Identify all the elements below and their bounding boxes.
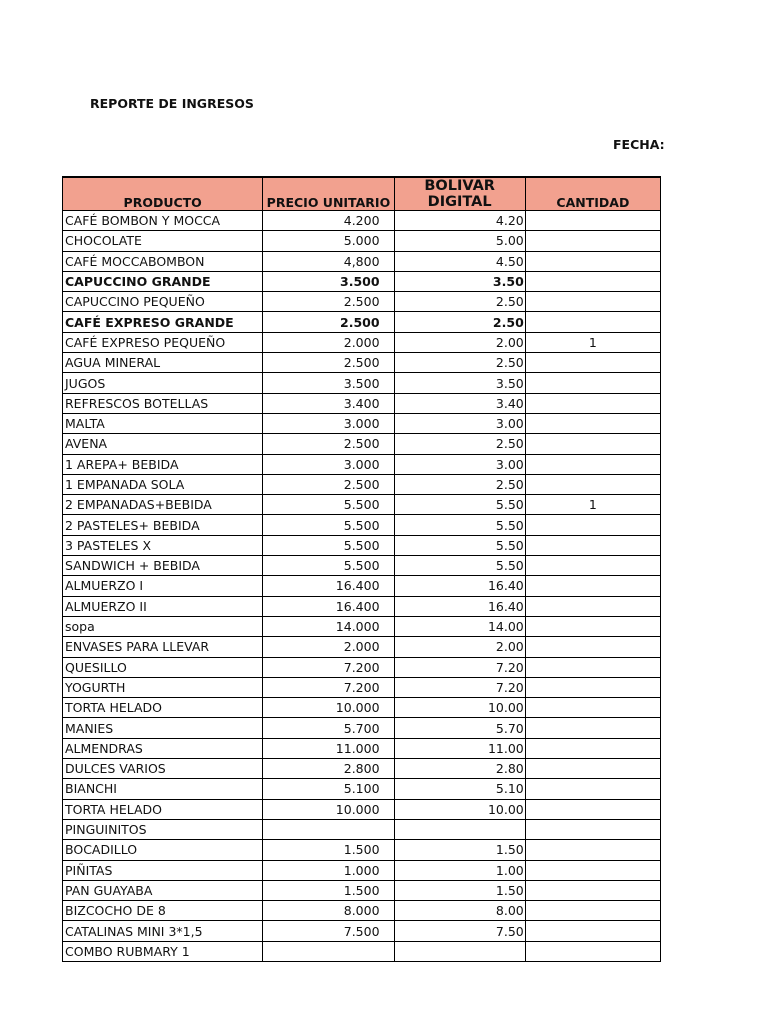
header-bolivar-digital: BOLIVAR DIGITAL: [394, 177, 525, 211]
cell-product: CATALINAS MINI 3*1,5: [63, 921, 263, 941]
table-row: [63, 921, 661, 941]
date-label: FECHA:: [613, 137, 665, 152]
cell-product: TORTA HELADO: [63, 698, 263, 718]
cell-unit-price: 7.200: [263, 677, 394, 697]
cell-quantity: [525, 454, 660, 474]
table-row: [63, 759, 661, 779]
cell-unit-price: 1.500: [263, 840, 394, 860]
table-row: [63, 637, 661, 657]
cell-quantity: [525, 718, 660, 738]
cell-unit-price: 2.500: [263, 312, 394, 332]
cell-bolivar-digital: 11.00: [394, 738, 525, 758]
cell-bolivar-digital: 1.50: [394, 840, 525, 860]
table-row: [63, 434, 661, 454]
cell-product: QUESILLO: [63, 657, 263, 677]
cell-bolivar-digital: 16.40: [394, 596, 525, 616]
cell-unit-price: 1.500: [263, 880, 394, 900]
table-row: [63, 941, 661, 961]
cell-bolivar-digital: 1.50: [394, 880, 525, 900]
cell-product: CAPUCCINO PEQUEÑO: [63, 292, 263, 312]
cell-product: AGUA MINERAL: [63, 353, 263, 373]
table-row: [63, 413, 661, 433]
cell-quantity: [525, 677, 660, 697]
cell-bolivar-digital: 8.00: [394, 901, 525, 921]
cell-quantity: [525, 515, 660, 535]
cell-bolivar-digital: 7.20: [394, 657, 525, 677]
cell-quantity: [525, 292, 660, 312]
cell-quantity: [525, 353, 660, 373]
cell-quantity: [525, 698, 660, 718]
cell-product: CAFÉ MOCCABOMBON: [63, 251, 263, 271]
cell-quantity: [525, 556, 660, 576]
cell-quantity: [525, 819, 660, 839]
cell-product: PINGUINITOS: [63, 819, 263, 839]
cell-bolivar-digital: 3.00: [394, 454, 525, 474]
cell-quantity: [525, 657, 660, 677]
table-row: [63, 616, 661, 636]
cell-product: 1 AREPA+ BEBIDA: [63, 454, 263, 474]
cell-quantity: 1: [525, 332, 660, 352]
cell-bolivar-digital: 7.50: [394, 921, 525, 941]
table-row: [63, 819, 661, 839]
cell-bolivar-digital: 2.50: [394, 353, 525, 373]
table-row: [63, 840, 661, 860]
cell-unit-price: [263, 941, 394, 961]
table-row: [63, 596, 661, 616]
cell-unit-price: 2.500: [263, 434, 394, 454]
table-row: [63, 901, 661, 921]
cell-unit-price: 16.400: [263, 596, 394, 616]
table-row: [63, 576, 661, 596]
cell-product: 2 PASTELES+ BEBIDA: [63, 515, 263, 535]
cell-bolivar-digital: 10.00: [394, 799, 525, 819]
cell-product: BIANCHI: [63, 779, 263, 799]
cell-unit-price: 2.500: [263, 292, 394, 312]
cell-quantity: [525, 941, 660, 961]
cell-quantity: [525, 373, 660, 393]
cell-quantity: [525, 779, 660, 799]
cell-product: DULCES VARIOS: [63, 759, 263, 779]
table-row: [63, 454, 661, 474]
cell-product: CAFÉ EXPRESO GRANDE: [63, 312, 263, 332]
cell-product: ENVASES PARA LLEVAR: [63, 637, 263, 657]
cell-bolivar-digital: 1.00: [394, 860, 525, 880]
cell-bolivar-digital: [394, 941, 525, 961]
cell-product: REFRESCOS BOTELLAS: [63, 393, 263, 413]
cell-bolivar-digital: 3.50: [394, 271, 525, 291]
cell-quantity: [525, 738, 660, 758]
cell-product: ALMUERZO II: [63, 596, 263, 616]
cell-unit-price: 5.500: [263, 556, 394, 576]
table-row: [63, 556, 661, 576]
table-row: [63, 312, 661, 332]
cell-product: PIÑITAS: [63, 860, 263, 880]
cell-unit-price: 5.700: [263, 718, 394, 738]
cell-product: sopa: [63, 616, 263, 636]
cell-product: PAN GUAYABA: [63, 880, 263, 900]
cell-bolivar-digital: 3.00: [394, 413, 525, 433]
cell-bolivar-digital: 5.10: [394, 779, 525, 799]
table-row: [63, 880, 661, 900]
table-row: [63, 799, 661, 819]
cell-product: TORTA HELADO: [63, 799, 263, 819]
cell-product: MALTA: [63, 413, 263, 433]
cell-unit-price: 7.200: [263, 657, 394, 677]
cell-quantity: [525, 840, 660, 860]
table-row: [63, 292, 661, 312]
cell-product: AVENA: [63, 434, 263, 454]
table-row: [63, 393, 661, 413]
cell-bolivar-digital: 3.40: [394, 393, 525, 413]
table-row: [63, 474, 661, 494]
cell-quantity: [525, 637, 660, 657]
cell-bolivar-digital: 2.80: [394, 759, 525, 779]
header-unit-price: PRECIO UNITARIO: [263, 177, 394, 211]
cell-product: YOGURTH: [63, 677, 263, 697]
cell-bolivar-digital: 16.40: [394, 576, 525, 596]
cell-unit-price: 3.400: [263, 393, 394, 413]
table-row: [63, 698, 661, 718]
cell-quantity: [525, 880, 660, 900]
cell-product: 1 EMPANADA SOLA: [63, 474, 263, 494]
cell-bolivar-digital: 4.50: [394, 251, 525, 271]
cell-quantity: [525, 474, 660, 494]
cell-unit-price: 3.000: [263, 413, 394, 433]
cell-unit-price: 5.500: [263, 515, 394, 535]
header-quantity: CANTIDAD: [525, 177, 660, 211]
table-row: [63, 860, 661, 880]
income-table: [62, 176, 661, 962]
cell-unit-price: 5.500: [263, 535, 394, 555]
cell-bolivar-digital: 2.50: [394, 434, 525, 454]
report-title: REPORTE DE INGRESOS: [90, 96, 254, 111]
cell-quantity: [525, 413, 660, 433]
cell-product: CAPUCCINO GRANDE: [63, 271, 263, 291]
cell-bolivar-digital: 7.20: [394, 677, 525, 697]
cell-unit-price: 2.800: [263, 759, 394, 779]
cell-bolivar-digital: 2.50: [394, 312, 525, 332]
table-row: [63, 495, 661, 515]
cell-unit-price: 3.500: [263, 271, 394, 291]
cell-product: SANDWICH + BEBIDA: [63, 556, 263, 576]
cell-unit-price: 5.100: [263, 779, 394, 799]
cell-bolivar-digital: 5.50: [394, 556, 525, 576]
cell-unit-price: 4.200: [263, 211, 394, 231]
cell-unit-price: 2.500: [263, 353, 394, 373]
table-row: [63, 677, 661, 697]
cell-unit-price: [263, 819, 394, 839]
cell-unit-price: 10.000: [263, 698, 394, 718]
cell-quantity: [525, 576, 660, 596]
cell-quantity: [525, 231, 660, 251]
cell-unit-price: 2.500: [263, 474, 394, 494]
cell-product: BOCADILLO: [63, 840, 263, 860]
cell-quantity: [525, 799, 660, 819]
cell-quantity: [525, 251, 660, 271]
table-row: [63, 779, 661, 799]
cell-quantity: [525, 596, 660, 616]
cell-bolivar-digital: 10.00: [394, 698, 525, 718]
cell-bolivar-digital: 3.50: [394, 373, 525, 393]
cell-product: ALMENDRAS: [63, 738, 263, 758]
cell-unit-price: 5.000: [263, 231, 394, 251]
cell-bolivar-digital: [394, 819, 525, 839]
cell-bolivar-digital: 5.70: [394, 718, 525, 738]
cell-quantity: [525, 616, 660, 636]
cell-quantity: [525, 312, 660, 332]
cell-unit-price: 3.500: [263, 373, 394, 393]
table-header-row: [63, 177, 661, 211]
cell-product: CAFÉ EXPRESO PEQUEÑO: [63, 332, 263, 352]
cell-unit-price: 1.000: [263, 860, 394, 880]
cell-product: CHOCOLATE: [63, 231, 263, 251]
table-row: [63, 657, 661, 677]
cell-unit-price: 5.500: [263, 495, 394, 515]
cell-product: CAFÉ BOMBON Y MOCCA: [63, 211, 263, 231]
cell-unit-price: 11.000: [263, 738, 394, 758]
cell-bolivar-digital: 2.50: [394, 474, 525, 494]
cell-unit-price: 7.500: [263, 921, 394, 941]
table-row: [63, 231, 661, 251]
cell-product: 2 EMPANADAS+BEBIDA: [63, 495, 263, 515]
table-row: [63, 535, 661, 555]
cell-quantity: [525, 535, 660, 555]
cell-bolivar-digital: 2.00: [394, 332, 525, 352]
table-row: [63, 738, 661, 758]
cell-quantity: [525, 271, 660, 291]
table-row: [63, 373, 661, 393]
cell-quantity: [525, 211, 660, 231]
cell-bolivar-digital: 5.50: [394, 495, 525, 515]
cell-product: COMBO RUBMARY 1: [63, 941, 263, 961]
cell-quantity: [525, 759, 660, 779]
cell-product: JUGOS: [63, 373, 263, 393]
cell-product: 3 PASTELES X: [63, 535, 263, 555]
table-row: [63, 251, 661, 271]
cell-bolivar-digital: 5.00: [394, 231, 525, 251]
cell-unit-price: 8.000: [263, 901, 394, 921]
cell-quantity: [525, 434, 660, 454]
cell-bolivar-digital: 14.00: [394, 616, 525, 636]
cell-product: ALMUERZO I: [63, 576, 263, 596]
cell-quantity: [525, 901, 660, 921]
cell-quantity: [525, 393, 660, 413]
cell-bolivar-digital: 5.50: [394, 535, 525, 555]
cell-unit-price: 3.000: [263, 454, 394, 474]
cell-bolivar-digital: 4.20: [394, 211, 525, 231]
table-row: [63, 211, 661, 231]
cell-bolivar-digital: 5.50: [394, 515, 525, 535]
cell-quantity: 1: [525, 495, 660, 515]
cell-bolivar-digital: 2.00: [394, 637, 525, 657]
cell-unit-price: 16.400: [263, 576, 394, 596]
table-row: [63, 515, 661, 535]
cell-unit-price: 14.000: [263, 616, 394, 636]
cell-quantity: [525, 921, 660, 941]
cell-product: BIZCOCHO DE 8: [63, 901, 263, 921]
table-row: [63, 718, 661, 738]
cell-unit-price: 2.000: [263, 332, 394, 352]
table-row: [63, 332, 661, 352]
cell-unit-price: 2.000: [263, 637, 394, 657]
cell-unit-price: 10.000: [263, 799, 394, 819]
cell-quantity: [525, 860, 660, 880]
cell-bolivar-digital: 2.50: [394, 292, 525, 312]
cell-unit-price: 4,800: [263, 251, 394, 271]
header-product: PRODUCTO: [63, 177, 263, 211]
table-row: [63, 353, 661, 373]
table-row: [63, 271, 661, 291]
cell-product: MANIES: [63, 718, 263, 738]
